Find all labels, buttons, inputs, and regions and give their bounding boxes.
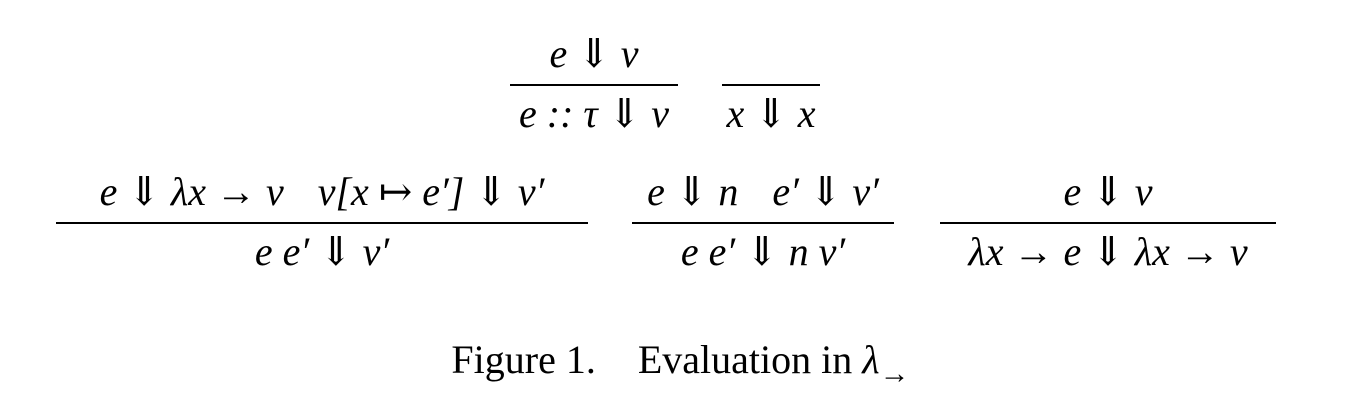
premise-text: e ⇓ v xyxy=(1063,169,1153,214)
premise-text: e ⇓ n xyxy=(647,169,739,214)
rule-conclusion xyxy=(680,229,846,276)
rule-conclusion xyxy=(519,91,669,138)
rule-variable xyxy=(722,30,820,138)
conclusion-text: λx → e ⇓ λx → v xyxy=(968,229,1248,274)
rule-conclusion xyxy=(254,229,390,276)
inference-line xyxy=(940,222,1276,224)
inference-line xyxy=(510,84,678,86)
conclusion-text: e e′ ⇓ v′ xyxy=(254,229,390,274)
rule-annotation xyxy=(510,30,678,138)
rule-premises xyxy=(100,168,545,212)
rule-application-neutral xyxy=(632,168,894,276)
rule-conclusion xyxy=(968,229,1248,276)
figure-caption xyxy=(0,336,1361,390)
premise-text: e ⇓ λx → v xyxy=(99,169,284,214)
premise-text: e ⇓ v xyxy=(549,31,639,76)
rule-premises xyxy=(647,168,879,212)
premise-text: v[x ↦ e′] ⇓ v′ xyxy=(317,169,545,214)
rule-conclusion xyxy=(726,91,816,138)
conclusion-text: e e′ ⇓ n v′ xyxy=(680,229,846,274)
rule-lambda xyxy=(940,168,1276,276)
inference-line xyxy=(722,84,820,86)
caption-lambda: λ xyxy=(862,337,880,382)
caption-text: Evaluation in xyxy=(637,337,863,382)
inference-line xyxy=(56,222,588,224)
inference-line xyxy=(632,222,894,224)
rule-premise xyxy=(1063,168,1152,212)
rule-premise xyxy=(549,30,638,74)
premise-text: e′ ⇓ v′ xyxy=(772,169,879,214)
conclusion-text: x ⇓ x xyxy=(726,91,816,136)
conclusion-text: e :: τ ⇓ v xyxy=(519,91,669,136)
rule-application-lambda xyxy=(56,168,588,276)
caption-subscript-arrow: → xyxy=(879,357,910,390)
figure-label: Figure 1. xyxy=(451,337,596,382)
